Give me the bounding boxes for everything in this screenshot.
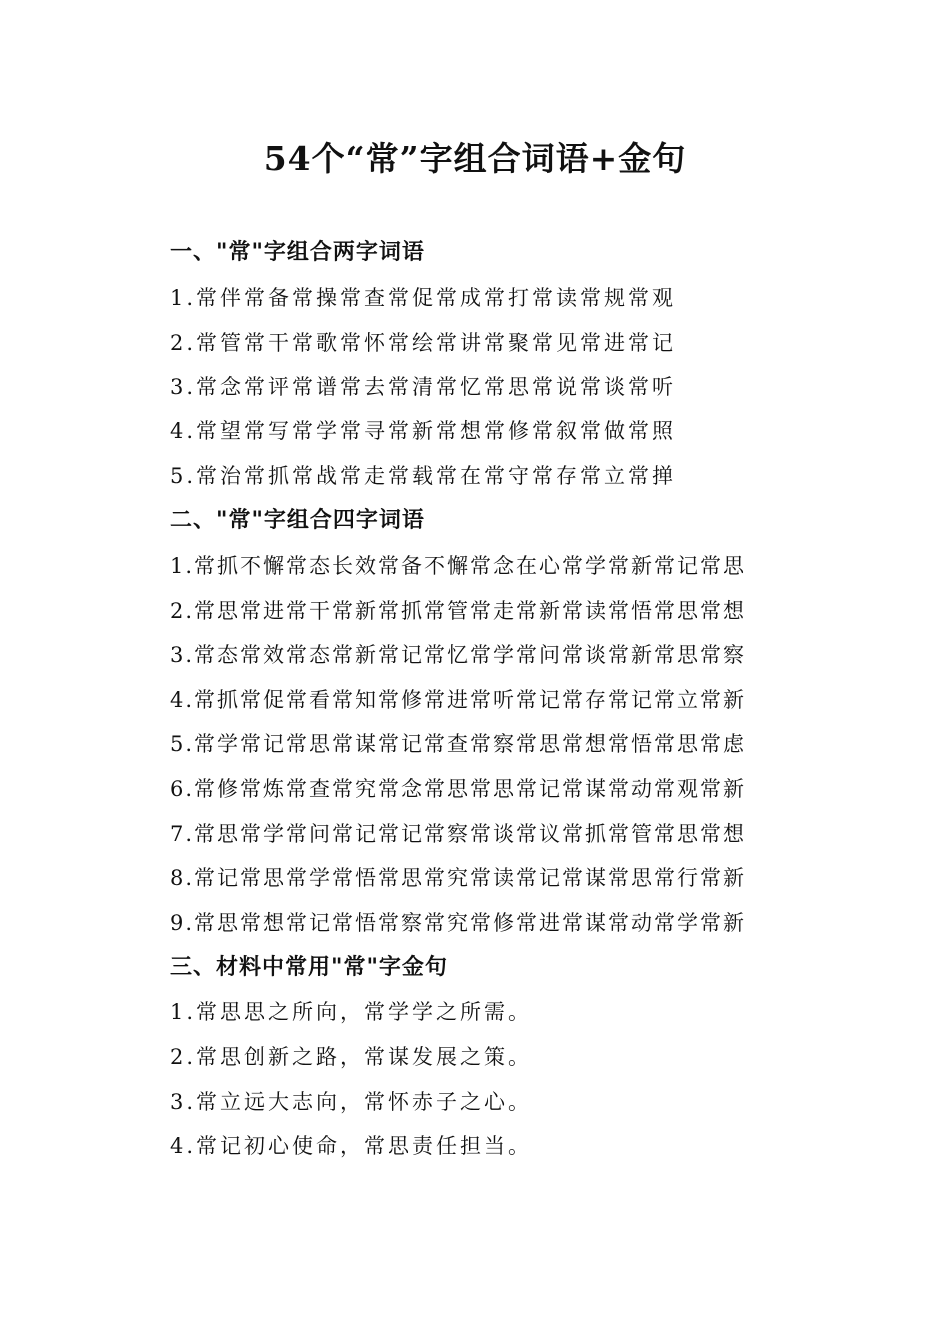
- text-line: 2.常管常干常歌常怀常绘常讲常聚常见常进常记: [170, 331, 677, 355]
- text-line: 1.常思思之所向，常学学之所需。: [170, 1000, 533, 1024]
- text-line: 4.常抓常促常看常知常修常进常听常记常存常记常立常新: [170, 688, 747, 712]
- text-line: 4.常记初心使命，常思责任担当。: [170, 1134, 533, 1158]
- text-line: 3.常念常评常谱常去常清常忆常思常说常谈常听: [170, 375, 677, 399]
- text-line: 9.常思常想常记常悟常察常究常修常进常谋常动常学常新: [170, 911, 747, 935]
- text-line: 6.常修常炼常查常究常念常思常思常记常谋常动常观常新: [170, 777, 747, 801]
- text-line: 4.常望常写常学常寻常新常想常修常叙常做常照: [170, 419, 677, 443]
- text-line: 3.常立远大志向，常怀赤子之心。: [170, 1090, 533, 1114]
- text-line: 7.常思常学常问常记常记常察常谈常议常抓常管常思常想: [170, 822, 747, 846]
- text-line: 5.常学常记常思常谋常记常查常察常思常想常悟常思常虑: [170, 732, 747, 756]
- text-line: 8.常记常思常学常悟常思常究常读常记常谋常思常行常新: [170, 866, 747, 890]
- section-heading-2: 二、"常"字组合四字词语: [170, 508, 425, 533]
- page-title: 54个“常”字组合词语+金句: [263, 139, 687, 178]
- text-line: 1.常抓不懈常态长效常备不懈常念在心常学常新常记常思: [170, 554, 747, 578]
- section-heading-3: 三、材料中常用"常"字金句: [170, 955, 448, 980]
- text-line: 3.常态常效常态常新常记常忆常学常问常谈常新常思常察: [170, 643, 747, 667]
- text-line: 1.常伴常备常操常查常促常成常打常读常规常观: [170, 286, 677, 310]
- text-line: 2.常思创新之路，常谋发展之策。: [170, 1045, 533, 1069]
- text-line: 2.常思常进常干常新常抓常管常走常新常读常悟常思常想: [170, 599, 747, 623]
- section-heading-1: 一、"常"字组合两字词语: [170, 240, 425, 265]
- text-line: 5.常治常抓常战常走常载常在常守常存常立常掸: [170, 464, 677, 488]
